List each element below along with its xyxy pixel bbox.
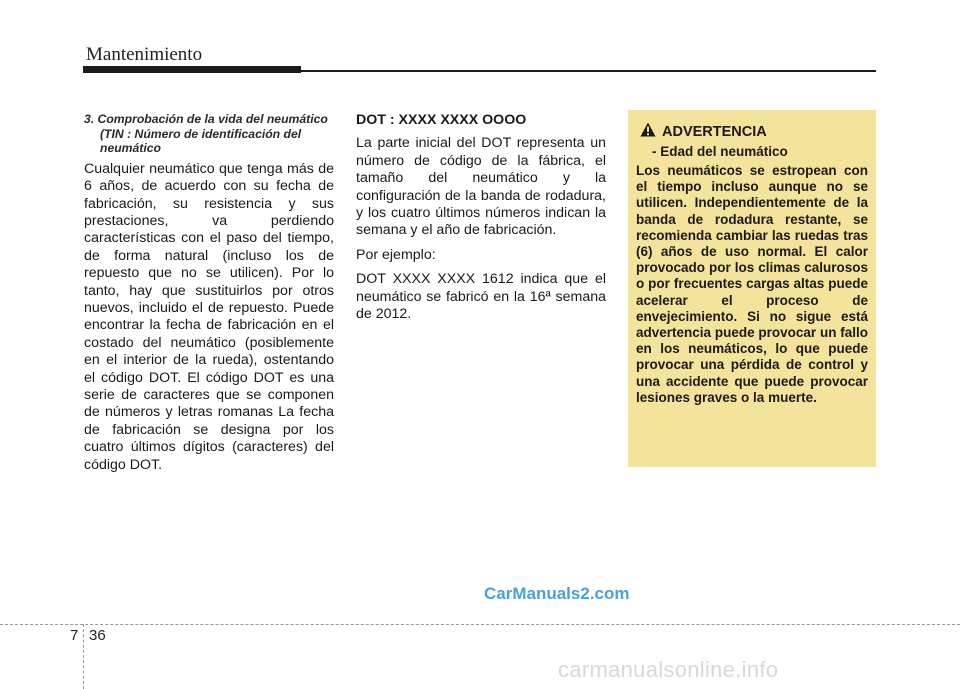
- chapter-number: 7: [70, 627, 79, 644]
- page-number: 36: [89, 627, 106, 644]
- header-bar-thick: [83, 66, 301, 73]
- warning-triangle-icon: [640, 122, 656, 142]
- example-text: DOT XXXX XXXX 1612 indica que el neumático se fabricó en la 16ª semana de 2012.: [356, 271, 606, 323]
- footer-divider: [0, 624, 960, 625]
- warning-header: [640, 122, 868, 142]
- header-title: Mantenimiento: [86, 44, 203, 65]
- site-footer: carmanualsonline.info: [558, 657, 779, 682]
- warning-title: ADVERTENCIA: [662, 124, 767, 140]
- footer-vertical-divider: [83, 624, 84, 689]
- warning-body: Los neumáticos se estropean con el tiempo incluso aunque no se utilicen. Independientemente de la banda de rodadura restante, se recomienda cambiar las ruedas tras (6) años de uso normal. El calor provocado por los climas calurosos o por frecuentes cargas altas puede acelerar el proceso de envejecimiento. Si no sigue está advertencia puede provocar un fallo en los neumáticos, lo que puede provocar una pérdida de control y una accidente que puede provocar lesiones graves o la muerte.: [636, 163, 868, 405]
- left-column: [84, 112, 334, 474]
- middle-column: [356, 112, 606, 323]
- dot-heading: DOT : XXXX XXXX OOOO: [356, 112, 527, 128]
- watermark: CarManuals2.com: [484, 584, 630, 603]
- section-heading: 3. Comprobación de la vida del neumático (TIN : Número de identificación del neumático: [84, 112, 328, 156]
- warning-box: [628, 110, 876, 467]
- header-bar-thin: [301, 70, 876, 72]
- warning-subtitle: - Edad del neumático: [652, 144, 788, 159]
- example-label: Por ejemplo:: [356, 246, 436, 263]
- age-paragraph: Cualquier neumático que tenga más de 6 años, de acuerdo con su fecha de fabricación, su resistencia y sus prestaciones, va perdiendo características con el paso del tiempo, de forma natural (incluso los de repuesto que no se utilicen). Por lo tanto, hay que sustituirlos por otros nuevos, incluido el de repuesto. Puede encontrar la fecha de fabricación en el costado del neumático (posiblemente en el interior de la rueda), ostentando el código DOT. El código DOT es una serie de caracteres que se componen de números y letras romanas La fecha de fabricación se designa por los cuatro últimos dígitos (caracteres) del código DOT.: [84, 160, 334, 473]
- dot-paragraph: La parte inicial del DOT representa un número de código de la fábrica, el tamaño del neumático y la configuración de la banda de rodadura, y los cuatro últimos números indican la semana y el año de fabricación.: [356, 135, 606, 239]
